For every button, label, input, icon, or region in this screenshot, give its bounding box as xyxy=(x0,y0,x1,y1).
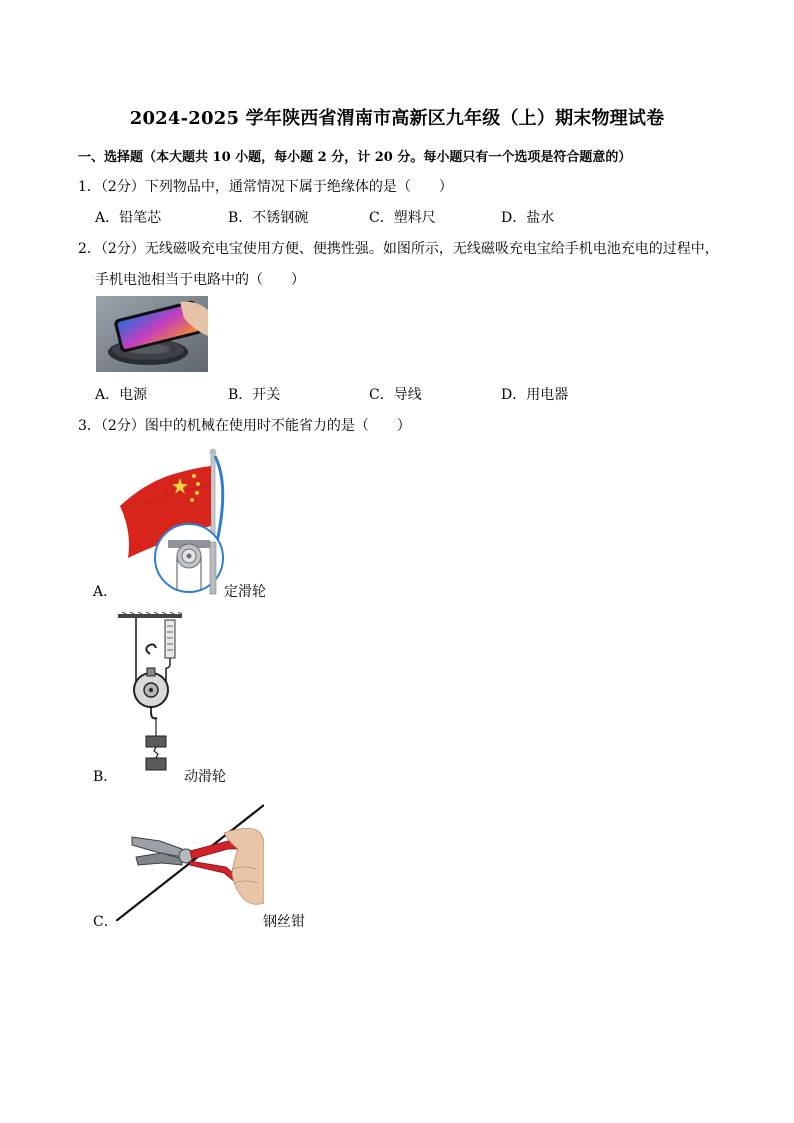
question-2-stem-line1: 2．（2分）无线磁吸充电宝使用方便、便携性强。如图所示，无线磁吸充电宝给手机电池充电的过程中， xyxy=(78,241,719,257)
q2-option-d: D．用电器 xyxy=(501,387,569,403)
pliers-image xyxy=(116,803,264,921)
movable-pulley-image xyxy=(116,612,186,776)
question-3-stem: 3．（2分）图中的机械在使用时不能省力的是（ ） xyxy=(78,418,411,434)
fixed-pulley-flag-image xyxy=(118,446,228,596)
question-1-stem: 1．（2分）下列物品中，通常情况下属于绝缘体的是（ ） xyxy=(78,179,453,195)
q1-option-a: A．铅笔芯 xyxy=(95,210,162,226)
q3-option-b-caption: 动滑轮 xyxy=(184,769,226,785)
q3-option-c-letter: C． xyxy=(93,914,118,930)
q3-option-a-letter: A． xyxy=(93,584,118,600)
q3-option-a-caption: 定滑轮 xyxy=(224,584,266,600)
q1-option-d: D．盐水 xyxy=(501,210,555,226)
section-heading: 一、选择题（本大题共 10 小题，每小题 2 分，计 20 分。每小题只有一个选项是符合题意的） xyxy=(78,150,632,165)
q3-option-b-letter: B． xyxy=(93,769,118,785)
q1-option-b: B．不锈钢碗 xyxy=(228,210,309,226)
q3-option-c-caption: 钢丝钳 xyxy=(263,914,305,930)
page-title: 2024-2025 学年陕西省渭南市高新区九年级（上）期末物理试卷 xyxy=(129,108,665,129)
question-2-stem-line2: 手机电池相当于电路中的（ ） xyxy=(95,272,305,288)
wireless-charger-image xyxy=(96,296,208,372)
q2-option-c: C．导线 xyxy=(369,387,422,403)
q2-option-b: B．开关 xyxy=(228,387,281,403)
q2-option-a: A．电源 xyxy=(95,387,148,403)
q1-option-c: C．塑料尺 xyxy=(369,210,436,226)
